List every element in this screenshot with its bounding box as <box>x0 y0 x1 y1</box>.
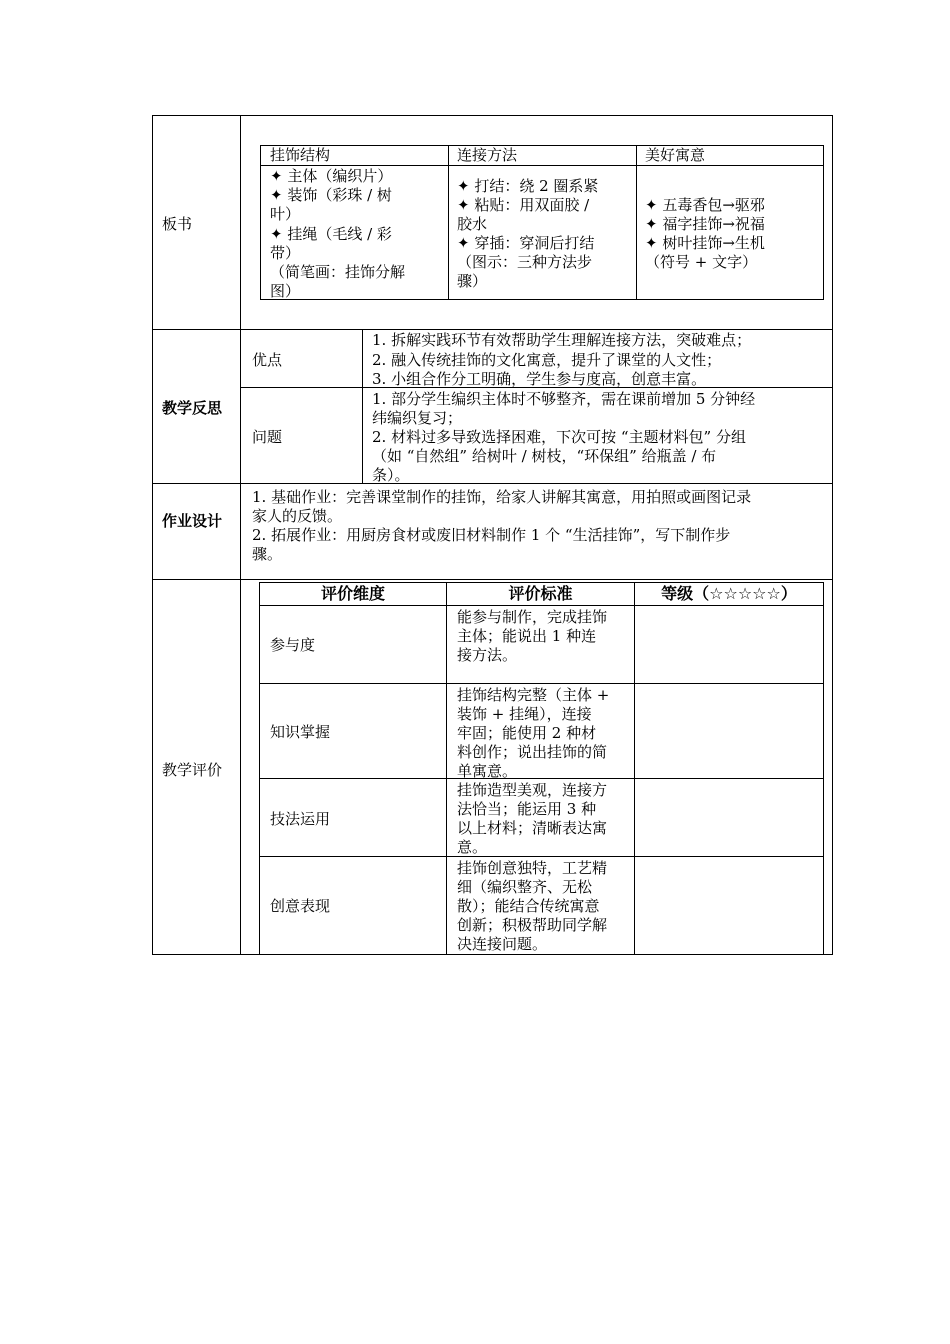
eval-criteria-line: 接方法。 <box>457 646 518 664</box>
method-line: 胶水 <box>457 215 488 233</box>
meaning-line: （符号 + 文字） <box>645 253 758 271</box>
eval-criteria-line: 细（编织整齐、无松 <box>457 878 593 896</box>
problem-line: 纬编织复习； <box>372 409 463 427</box>
structure-line: 图） <box>270 282 301 300</box>
evaluation-label: 教学评价 <box>162 761 223 779</box>
eval-criteria-line: 料创作；说出挂饰的简 <box>457 743 608 761</box>
eval-header-criteria: 评价标准 <box>508 586 573 603</box>
meaning-line: ✦ 五毒香包→驱邪 <box>645 196 765 214</box>
advantage-line: 1. 拆解实践环节有效帮助学生理解连接方法，突破难点； <box>372 331 752 349</box>
homework-line: 骤。 <box>252 545 283 563</box>
homework-label: 作业设计 <box>162 513 223 530</box>
advantage-line: 3. 小组合作分工明确，学生参与度高，创意丰富。 <box>372 370 707 388</box>
problems-label: 问题 <box>252 428 283 446</box>
structure-line: ✦ 装饰（彩珠 / 树 <box>270 186 392 204</box>
advantages-label: 优点 <box>252 351 283 369</box>
structure-line: ✦ 主体（编织片） <box>270 167 393 185</box>
eval-criteria-line: 牢固；能使用 2 种材 <box>457 724 597 742</box>
eval-dimension: 知识掌握 <box>270 723 331 741</box>
problem-line: （如 “自然组” 给树叶 / 树枝，“环保组” 给瓶盖 / 布 <box>372 447 717 465</box>
eval-criteria-line: 挂饰造型美观，连接方 <box>457 781 608 799</box>
method-line: ✦ 穿插：穿洞后打结 <box>457 234 595 252</box>
method-line: 骤） <box>457 272 488 290</box>
method-line: ✦ 打结：绕 2 圈系紧 <box>457 177 599 195</box>
eval-header-grade: 等级（☆☆☆☆☆） <box>661 586 797 603</box>
eval-criteria-line: 挂饰结构完整（主体 + <box>457 686 610 704</box>
eval-criteria-line: 单寓意。 <box>457 762 518 780</box>
homework-line: 2. 拓展作业：用厨房食材或废旧材料制作 1 个 “生活挂饰”，写下制作步 <box>252 526 731 544</box>
eval-dimension: 参与度 <box>270 636 316 654</box>
problem-line: 2. 材料过多导致选择困难，下次可按 “主题材料包” 分组 <box>372 428 746 446</box>
structure-line: 叶） <box>270 205 301 223</box>
method-line: ✦ 粘贴：用双面胶 / <box>457 196 590 214</box>
banshu-header-method: 连接方法 <box>457 146 518 164</box>
meaning-line: ✦ 福字挂饰→祝福 <box>645 215 765 233</box>
banshu-header-meaning: 美好寓意 <box>645 146 706 164</box>
eval-criteria-line: 散）；能结合传统寓意 <box>457 897 600 915</box>
homework-line: 1. 基础作业：完善课堂制作的挂饰，给家人讲解其寓意，用拍照或画图记录 <box>252 488 752 506</box>
structure-line: 带） <box>270 244 301 262</box>
eval-criteria-line: 创新；积极帮助同学解 <box>457 916 608 934</box>
advantage-line: 2. 融入传统挂饰的文化寓意，提升了课堂的人文性； <box>372 351 722 369</box>
banshu-label: 板书 <box>162 215 193 233</box>
eval-criteria-line: 装饰 + 挂绳），连接 <box>457 705 592 723</box>
method-line: （图示：三种方法步 <box>457 253 593 271</box>
eval-criteria-line: 主体；能说出 1 种连 <box>457 627 597 645</box>
structure-line: ✦ 挂绳（毛线 / 彩 <box>270 225 392 243</box>
problem-line: 1. 部分学生编织主体时不够整齐，需在课前增加 5 分钟经 <box>372 390 756 408</box>
structure-line: （简笔画：挂饰分解 <box>270 263 406 281</box>
eval-criteria-line: 挂饰创意独特，工艺精 <box>457 859 608 877</box>
eval-criteria-line: 法恰当；能运用 3 种 <box>457 800 597 818</box>
eval-criteria-line: 以上材料；清晰表达寓 <box>457 819 608 837</box>
eval-dimension: 创意表现 <box>270 897 331 915</box>
problem-line: 条）。 <box>372 466 410 484</box>
banshu-header-structure: 挂饰结构 <box>270 146 331 164</box>
reflection-label: 教学反思 <box>162 400 223 417</box>
eval-dimension: 技法运用 <box>270 810 331 828</box>
eval-criteria-line: 意。 <box>457 838 488 856</box>
meaning-line: ✦ 树叶挂饰→生机 <box>645 234 765 252</box>
eval-criteria-line: 能参与制作，完成挂饰 <box>457 608 608 626</box>
eval-criteria-line: 决连接问题。 <box>457 935 548 953</box>
homework-line: 家人的反馈。 <box>252 507 343 525</box>
eval-header-dimension: 评价维度 <box>320 586 385 603</box>
